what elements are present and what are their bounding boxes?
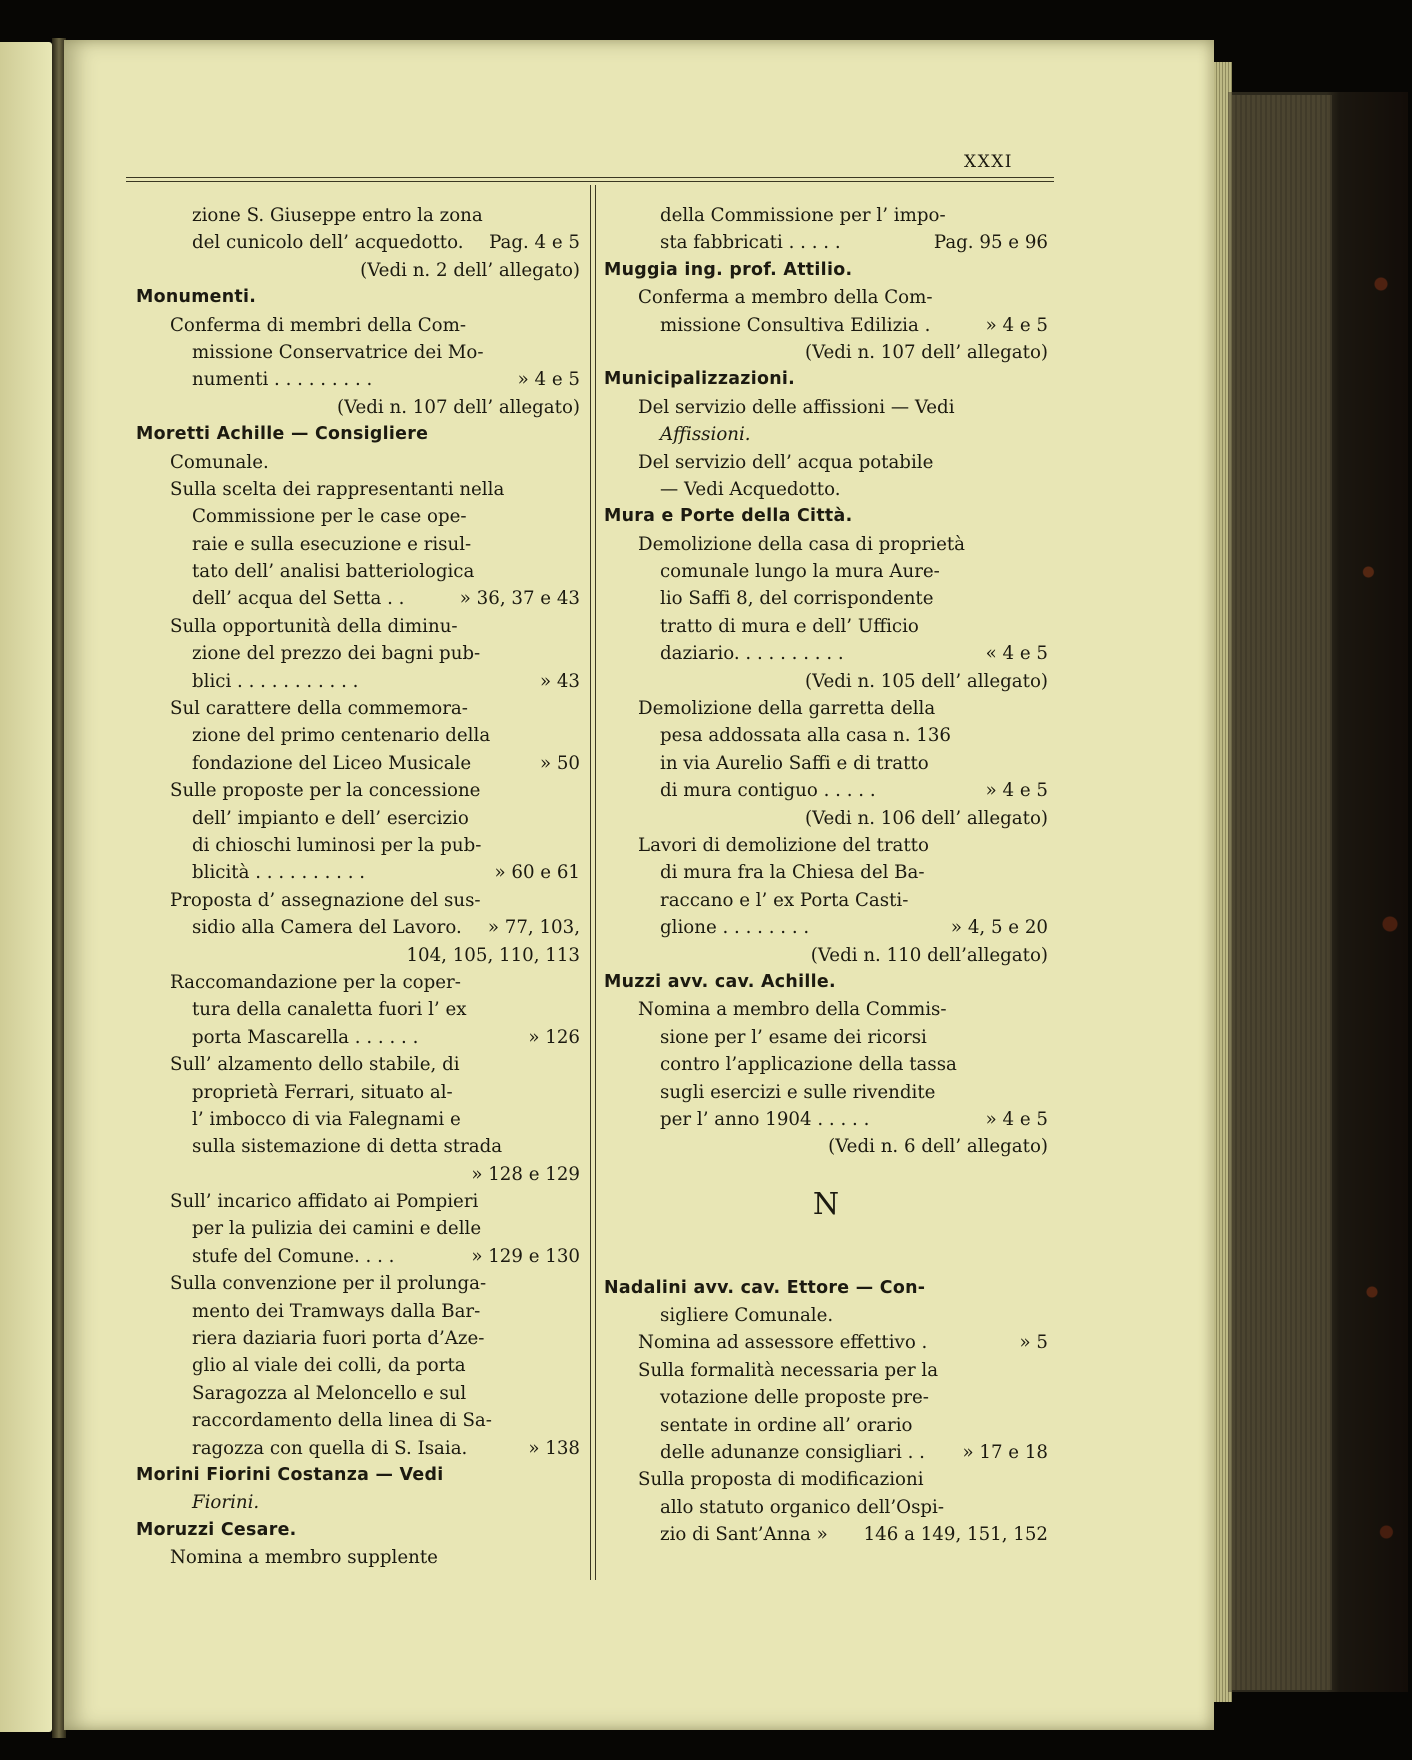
index-line: l’ imbocco di via Falegnami e xyxy=(192,1108,461,1130)
index-line: comunale lungo la mura Aure- xyxy=(660,561,940,583)
index-line: Sulla formalità necessaria per la xyxy=(638,1359,939,1381)
index-line-text: sta fabbricati . . . . . xyxy=(660,232,841,254)
index-line xyxy=(604,914,1048,941)
index-line xyxy=(604,1521,1048,1548)
index-line: Nomina a membro supplente xyxy=(170,1547,438,1569)
index-line: della Commissione per l’ impo- xyxy=(660,205,946,226)
page-reference: » 36, 37 e 43 xyxy=(459,588,580,610)
index-line: raccordamento della linea di Sa- xyxy=(192,1410,492,1432)
index-line: raccano e l’ ex Porta Casti- xyxy=(660,889,909,911)
index-line: sugli esercizi e sulle rivendite xyxy=(660,1081,936,1103)
index-line: Sulla opportunità della diminu- xyxy=(170,615,458,637)
index-line xyxy=(136,366,580,393)
index-line: Conferma a membro della Com- xyxy=(638,287,933,309)
index-line: Morini Fiorini Costanza — Vedi xyxy=(136,1464,444,1485)
index-line: (Vedi n. 110 dell’allegato) xyxy=(810,944,1048,966)
page-reference: » 4 e 5 xyxy=(985,780,1048,802)
index-line: allo statuto organico dell’Ospi- xyxy=(660,1496,945,1518)
index-line xyxy=(136,585,580,612)
index-line-text: ragozza con quella di S. Isaia. xyxy=(192,1437,468,1459)
index-line-text: porta Mascarella . . . . . . xyxy=(192,1026,419,1048)
index-line: Sul carattere della commemora- xyxy=(170,698,468,720)
index-line: Sulla scelta dei rappresentanti nella xyxy=(170,478,505,500)
page-reference: » 4 e 5 xyxy=(985,314,1048,336)
index-line: Moruzzi Cesare. xyxy=(136,1519,297,1540)
index-line xyxy=(604,777,1048,804)
index-line xyxy=(604,1329,1048,1356)
index-line xyxy=(136,859,580,886)
index-line-text: numenti . . . . . . . . . xyxy=(192,369,373,391)
index-line: Moretti Achille — Consigliere xyxy=(136,424,429,445)
page-reference: » 4 e 5 xyxy=(517,369,580,391)
index-line: Fiorini. xyxy=(192,1492,260,1514)
index-line: (Vedi n. 105 dell’ allegato) xyxy=(804,670,1048,692)
index-line: Affissioni. xyxy=(660,424,751,446)
index-line: glio al viale dei colli, da porta xyxy=(192,1355,466,1377)
index-line: Comunale. xyxy=(170,451,269,473)
page-reference: Pag. 95 e 96 xyxy=(933,232,1048,254)
page-reference: » 4 e 5 xyxy=(985,1108,1048,1130)
index-line: Del servizio delle affissioni — Vedi xyxy=(638,396,955,418)
page-reference: « 4 e 5 xyxy=(985,643,1048,665)
index-line-text: blici . . . . . . . . . . . xyxy=(192,670,359,692)
page-number: XXXI xyxy=(964,152,1014,172)
index-line: (Vedi n. 2 dell’ allegato) xyxy=(360,259,580,281)
index-line xyxy=(604,1106,1048,1133)
index-line: raie e sulla esecuzione e risul- xyxy=(192,533,472,555)
page-reference: » 60 e 61 xyxy=(494,862,580,884)
right-column-top xyxy=(604,202,1048,1161)
index-line: sione per l’ esame dei ricorsi xyxy=(660,1026,927,1048)
page-reference: » 4, 5 e 20 xyxy=(950,917,1048,939)
index-line: zione del primo centenario della xyxy=(192,725,491,747)
index-line xyxy=(604,312,1048,339)
index-line-text: delle adunanze consigliari . . xyxy=(660,1442,925,1464)
index-line: Mura e Porte della Città. xyxy=(604,506,853,527)
page-reference: » 138 xyxy=(528,1437,580,1459)
index-line-text: di mura contiguo . . . . . xyxy=(660,780,876,802)
index-line: contro l’applicazione della tassa xyxy=(660,1054,957,1076)
index-line xyxy=(136,668,580,695)
index-line: — Vedi Acquedotto. xyxy=(660,478,841,500)
index-line: di mura fra la Chiesa del Ba- xyxy=(660,862,925,884)
index-line xyxy=(604,640,1048,667)
page-reference: » 17 e 18 xyxy=(962,1442,1048,1464)
index-line: Sull’ alzamento dello stabile, di xyxy=(170,1054,460,1076)
page-reference: » 126 xyxy=(528,1026,580,1048)
index-line xyxy=(136,1435,580,1462)
index-line: riera daziaria fuori porta d’Aze- xyxy=(192,1328,485,1350)
index-line: 104, 105, 110, 113 xyxy=(406,944,580,966)
index-line: » 128 e 129 xyxy=(471,1163,580,1185)
index-line: (Vedi n. 106 dell’ allegato) xyxy=(804,807,1048,829)
index-line: (Vedi n. 6 dell’ allegato) xyxy=(828,1136,1048,1158)
index-line: mento dei Tramways dalla Bar- xyxy=(192,1300,481,1322)
index-line: sulla sistemazione di detta strada xyxy=(192,1136,503,1158)
index-line: Demolizione della casa di proprietà xyxy=(638,533,966,555)
index-line: proprietà Ferrari, situato al- xyxy=(192,1081,453,1103)
page-reference: » 50 xyxy=(539,752,580,774)
index-line: Sull’ incarico affidato ai Pompieri xyxy=(170,1191,479,1213)
index-line: Muzzi avv. cav. Achille. xyxy=(604,971,836,992)
index-line-text: sidio alla Camera del Lavoro. xyxy=(192,917,462,939)
page-reference: » 77, 103, xyxy=(487,917,580,939)
index-line xyxy=(604,1439,1048,1466)
marbled-cover xyxy=(1228,92,1408,1692)
index-line-text: per l’ anno 1904 . . . . . xyxy=(660,1108,870,1130)
index-line-text: zio di Sant’Anna » xyxy=(660,1524,828,1546)
index-line: Saragozza al Meloncello e sul xyxy=(192,1382,467,1404)
index-line-text: glione . . . . . . . . xyxy=(660,917,810,939)
index-line xyxy=(136,1243,580,1270)
right-column-bottom xyxy=(604,1275,1048,1549)
index-line: in via Aurelio Saffi e di tratto xyxy=(660,752,929,774)
index-line: Sulla proposta di modificazioni xyxy=(638,1469,924,1491)
index-line: Raccomandazione per la coper- xyxy=(170,971,461,993)
index-line xyxy=(136,229,580,256)
header-rule xyxy=(126,177,1054,182)
index-line: lio Saffi 8, del corrispondente xyxy=(660,588,934,610)
index-line-text: daziario. . . . . . . . . . xyxy=(660,643,844,665)
index-line: Sulle proposte per la concessione xyxy=(170,780,481,802)
index-line-text: blicità . . . . . . . . . . xyxy=(192,862,366,884)
page-reference: Pag. 4 e 5 xyxy=(489,232,580,254)
index-line: Proposta d’ assegnazione del sus- xyxy=(170,889,481,911)
page-reference: » 5 xyxy=(1019,1332,1048,1354)
index-line: zione S. Giuseppe entro la zona xyxy=(192,205,483,226)
index-line-text: Nomina ad assessore effettivo . xyxy=(638,1332,928,1354)
index-line: Nomina a membro della Commis- xyxy=(638,999,947,1021)
index-line: dell’ impianto e dell’ esercizio xyxy=(192,807,469,829)
index-line xyxy=(136,750,580,777)
index-line xyxy=(604,229,1048,256)
index-line: Lavori di demolizione del tratto xyxy=(638,834,929,856)
index-line: Muggia ing. prof. Attilio. xyxy=(604,259,853,280)
index-line: per la pulizia dei camini e delle xyxy=(192,1218,482,1240)
left-page-edge xyxy=(0,42,52,1732)
index-line: (Vedi n. 107 dell’ allegato) xyxy=(336,396,580,418)
index-line-text: stufe del Comune. . . . xyxy=(192,1245,395,1267)
left-column xyxy=(136,202,580,1572)
index-line: sigliere Comunale. xyxy=(660,1305,834,1327)
index-line: tura della canaletta fuori l’ ex xyxy=(192,999,467,1021)
index-line: tato dell’ analisi batteriologica xyxy=(192,561,475,583)
index-line: Municipalizzazioni. xyxy=(604,369,796,390)
index-line: missione Conservatrice dei Mo- xyxy=(192,341,484,363)
index-line-text: del cunicolo dell’ acquedotto. xyxy=(192,232,464,254)
index-line: Conferma di membri della Com- xyxy=(170,314,466,336)
page-reference: 146 a 149, 151, 152 xyxy=(863,1524,1048,1546)
section-letter: N xyxy=(812,1186,840,1222)
index-line: di chioschi luminosi per la pub- xyxy=(192,834,482,856)
index-line xyxy=(136,1024,580,1051)
index-line: tratto di mura e dell’ Ufficio xyxy=(660,615,919,637)
index-line: Monumenti. xyxy=(136,287,257,308)
index-line: Demolizione della garretta della xyxy=(638,698,936,720)
column-divider xyxy=(590,185,596,1580)
index-line-text: missione Consultiva Edilizia . xyxy=(660,314,931,336)
index-line: pesa addossata alla casa n. 136 xyxy=(660,725,951,747)
index-line: votazione delle proposte pre- xyxy=(660,1387,929,1409)
index-line-text: fondazione del Liceo Musicale xyxy=(192,752,472,774)
page-reference: » 43 xyxy=(539,670,580,692)
index-line: zione del prezzo dei bagni pub- xyxy=(192,643,481,665)
index-line: (Vedi n. 107 dell’ allegato) xyxy=(804,341,1048,363)
index-line: Del servizio dell’ acqua potabile xyxy=(638,451,934,473)
page-reference: » 129 e 130 xyxy=(471,1245,580,1267)
index-line: Commissione per le case ope- xyxy=(192,506,467,528)
index-line xyxy=(136,914,580,941)
index-line: Sulla convenzione per il prolunga- xyxy=(170,1273,487,1295)
index-line: Nadalini avv. cav. Ettore — Con- xyxy=(604,1277,926,1298)
index-line-text: dell’ acqua del Setta . . xyxy=(192,588,405,610)
right-column xyxy=(604,202,1048,1549)
index-line: sentate in ordine all’ orario xyxy=(660,1414,913,1436)
